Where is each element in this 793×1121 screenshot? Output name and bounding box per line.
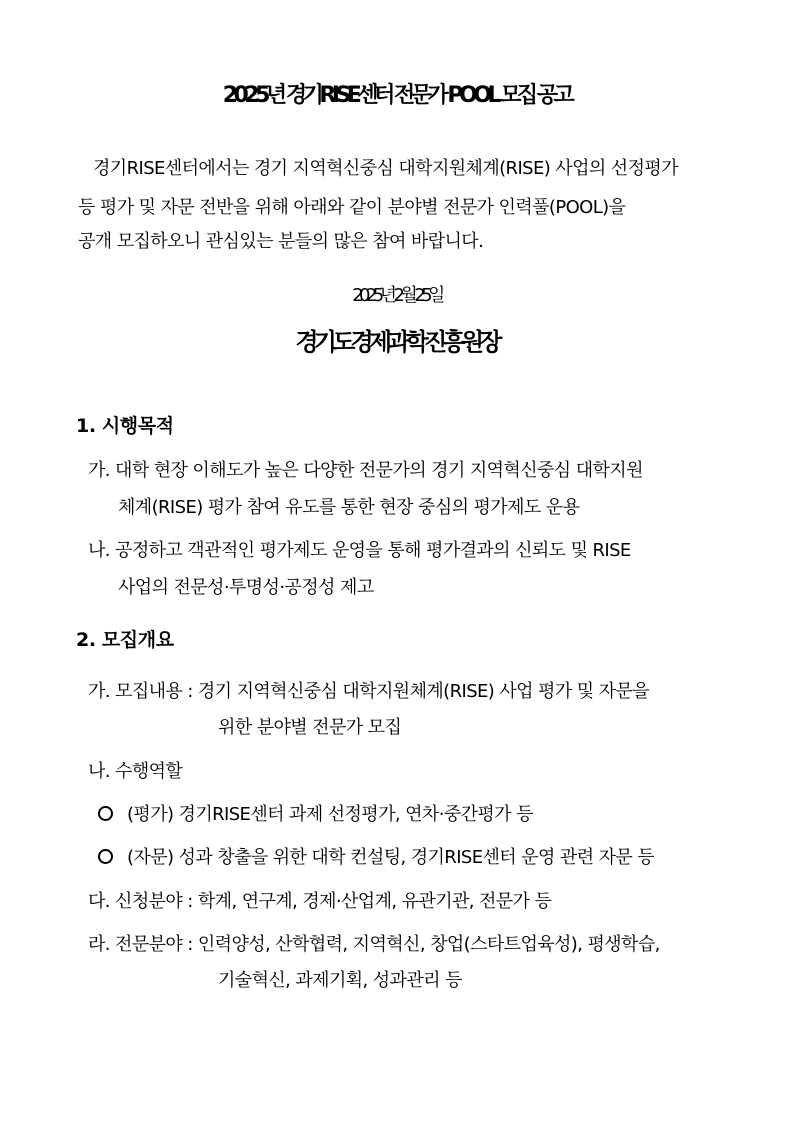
intro-line-1: 경기RISE센터에서는 경기 지역혁신중심 대학지원체계(RISE) 사업의 선정평가	[93, 158, 678, 179]
section-2-item-da: 다. 신청분야 : 학계, 연구계, 경제·산업계, 유관기관, 전문가 등	[88, 891, 552, 912]
role-evaluation-text: (평가) 경기RISE센터 과제 선정평가, 연차·중간평가 등	[127, 804, 533, 825]
intro-line-2: 등 평가 및 자문 전반을 위해 아래와 같이 분야별 전문가 인력풀(POOL)을	[78, 197, 626, 218]
announcement-date: 2025년 2월 25일	[352, 285, 441, 306]
section-2-item-na-label: 나. 수행역할	[88, 761, 183, 782]
role-bullet-advisory	[98, 846, 654, 870]
role-advisory-text: (자문) 성과 창출을 위한 대학 컨설팅, 경기RISE센터 운영 관련 자문 등	[127, 847, 655, 868]
section-1-item-ga-line-2: 체계(RISE) 평가 참여 유도를 통한 현장 중심의 평가제도 운용	[118, 497, 580, 518]
organization-name: 경기도경제과학진흥원장	[295, 328, 498, 356]
page-title: 2025년 경기RISE센터 전문가 POOL 모집 공고	[222, 83, 571, 108]
section-1-item-na-line-2: 사업의 전문성·투명성·공정성 제고	[118, 577, 374, 598]
section-2-item-ra-line-2: 기술혁신, 과제기획, 성과관리 등	[218, 970, 462, 991]
circle-bullet-icon	[98, 806, 113, 821]
section-2-item-ga-line-1: 가. 모집내용 : 경기 지역혁신중심 대학지원체계(RISE) 사업 평가 및 자문을	[88, 681, 650, 702]
section-2-heading: 2. 모집개요	[76, 629, 174, 651]
section-1-item-na-line-1: 나. 공정하고 객관적인 평가제도 운영을 통해 평가결과의 신뢰도 및 RISE	[88, 540, 631, 561]
circle-bullet-icon	[98, 849, 113, 864]
role-bullet-evaluation	[98, 803, 533, 827]
section-2-item-ra-line-1: 라. 전문분야 : 인력양성, 산학협력, 지역혁신, 창업(스타트업육성), 평생학습,	[88, 934, 660, 955]
section-1-item-ga-line-1: 가. 대학 현장 이해도가 높은 다양한 전문가의 경기 지역혁신중심 대학지원	[88, 460, 643, 481]
section-2-item-ga-line-2: 위한 분야별 전문가 모집	[218, 717, 402, 738]
intro-line-3: 공개 모집하오니 관심있는 분들의 많은 참여 바랍니다.	[78, 231, 484, 252]
section-1-heading: 1. 시행목적	[76, 415, 174, 437]
